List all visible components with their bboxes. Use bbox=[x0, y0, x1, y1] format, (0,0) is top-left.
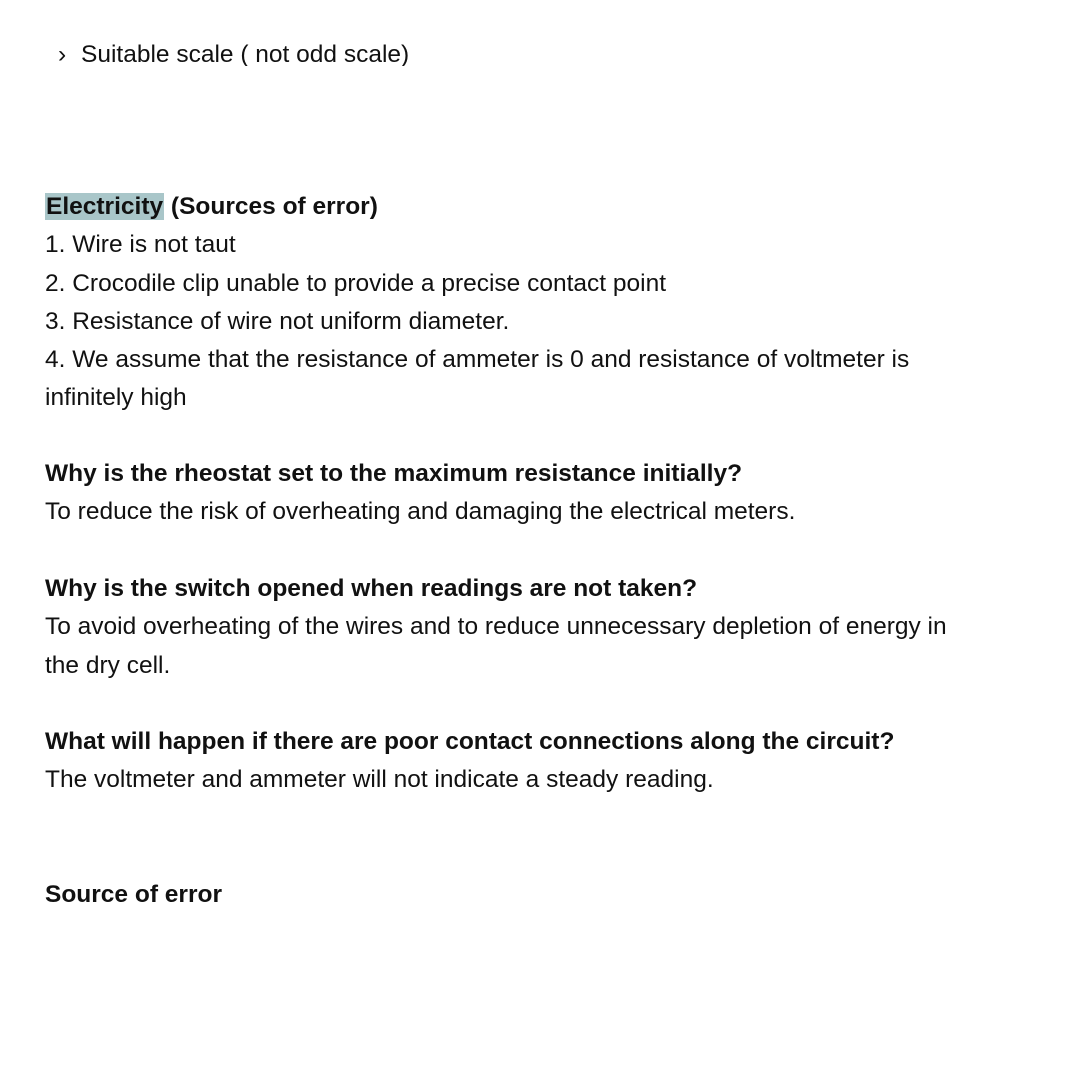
answer: To reduce the risk of overheating and damaging the electrical meters. bbox=[45, 498, 796, 526]
question: Why is the rheostat set to the maximum resistance initially? bbox=[45, 460, 743, 487]
list-item: 3. Resistance of wire not uniform diameter. bbox=[45, 307, 510, 335]
cut-off-text: Suitable scale ( not odd scale) bbox=[80, 41, 410, 66]
list-item: 2. Crocodile clip unable to provide a precise contact point bbox=[45, 269, 667, 297]
qa-block-2 bbox=[45, 570, 1005, 685]
answer: To avoid overheating of the wires and to reduce unnecessary depletion of energy in the dry cell. bbox=[45, 613, 947, 679]
question: Why is the switch opened when readings are not taken? bbox=[45, 575, 698, 602]
question: What will happen if there are poor contact connections along the circuit? bbox=[45, 728, 895, 755]
highlighted-word: Electricity bbox=[46, 193, 164, 220]
electricity-section bbox=[45, 188, 1005, 418]
list-item: 1. Wire is not taut bbox=[45, 231, 236, 259]
source-of-error-heading: Source of error bbox=[45, 881, 222, 908]
section-heading bbox=[45, 188, 1005, 226]
bullet-icon: › bbox=[58, 41, 67, 66]
section-heading-rest: (Sources of error) bbox=[164, 193, 378, 220]
qa-block-3 bbox=[45, 723, 1005, 800]
list-item: 4. We assume that the resistance of ammeter is 0 and resistance of voltmeter is infinitely high bbox=[45, 346, 910, 412]
cut-off-bullet-line bbox=[58, 40, 558, 66]
answer: The voltmeter and ammeter will not indicate a steady reading. bbox=[45, 766, 714, 794]
source-of-error-heading-block bbox=[45, 876, 1005, 914]
qa-block-1 bbox=[45, 455, 1005, 532]
